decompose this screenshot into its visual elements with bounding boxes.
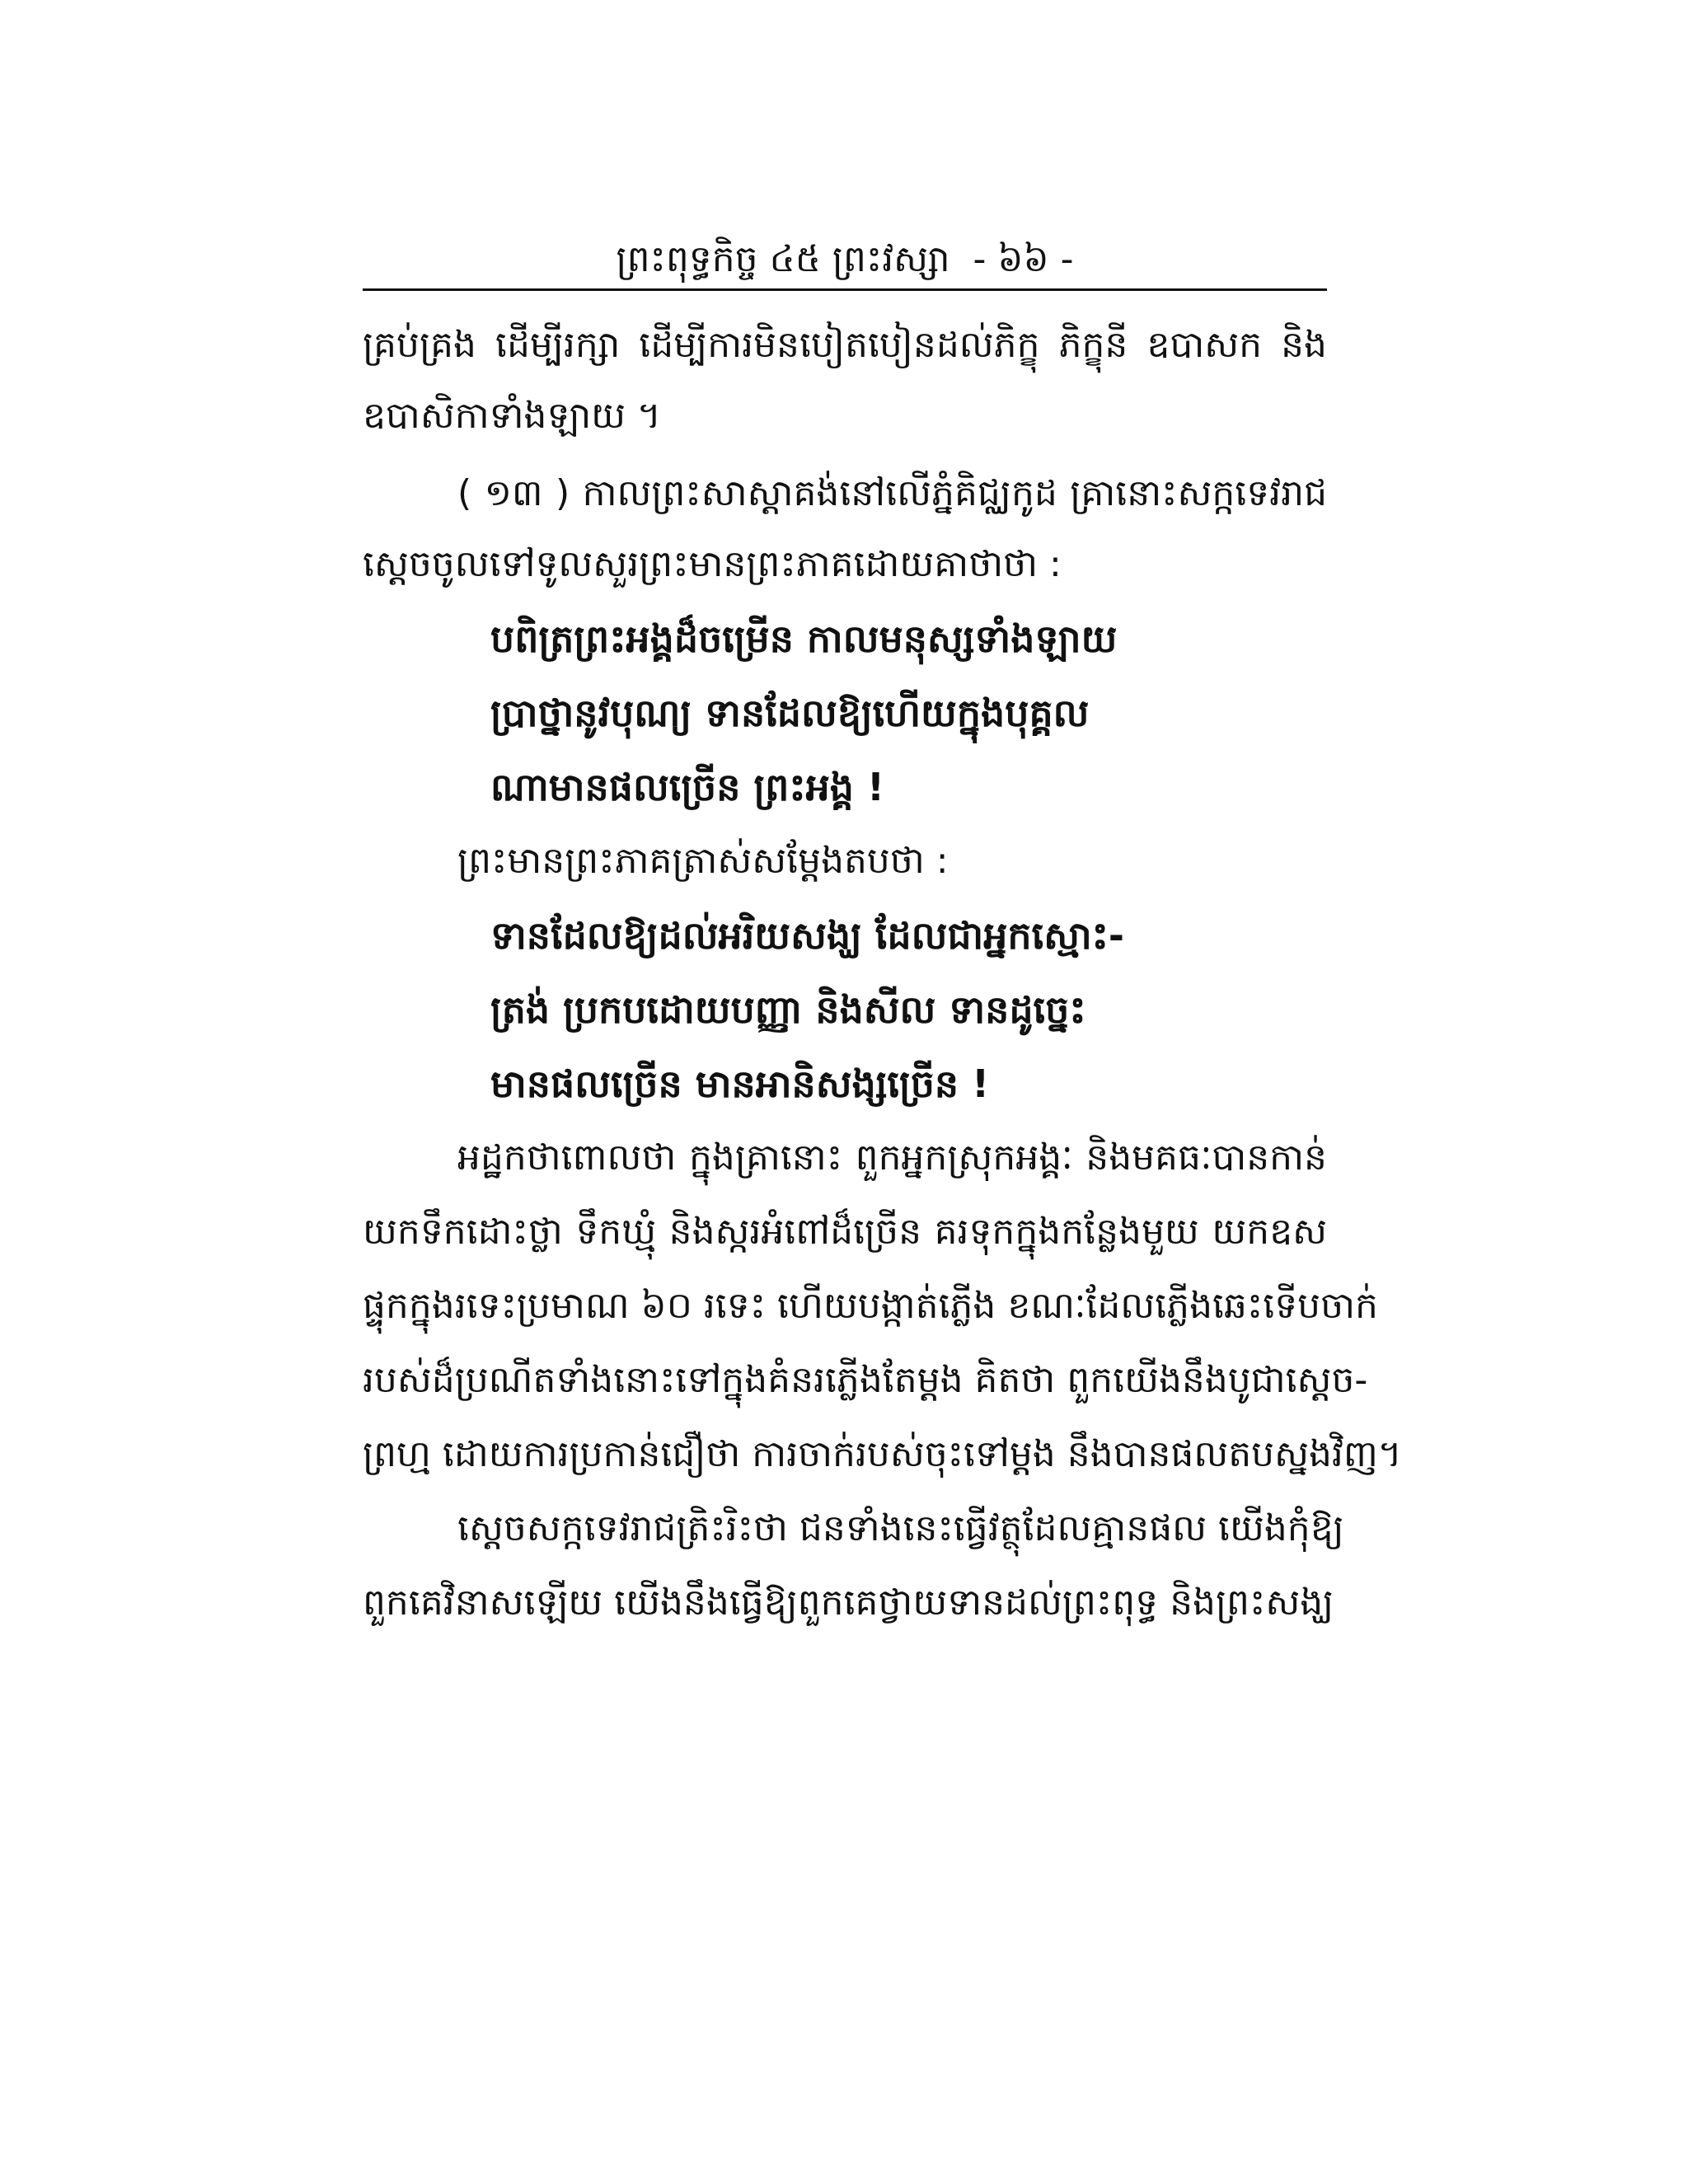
- paragraph-line: គ្រប់គ្រង ដើម្បីរក្សា ដើម្បីការមិនបៀតបៀនដល់ភិក្ខុ ភិក្ខុនី ឧបាសក និង: [363, 324, 1327, 366]
- paragraph-line: អដ្ឋកថាពោលថា ក្នុងគ្រានោះ ពួកអ្នកស្រុកអង្គៈ និងមគធៈបានកាន់: [457, 1137, 1327, 1179]
- paragraph-line: ស្ដេចសក្កទេវរាជត្រិះរិះថា ជនទាំងនេះធ្វើវត្ថុដែលគ្មានផល យើងកុំឱ្យ: [457, 1507, 1344, 1549]
- section-heading-line: ( ១៣ ) កាលព្រះសាស្តាគង់នៅលើភ្នំគិជ្ឈកូដ គ្រានោះសក្កទេវរាជ: [457, 472, 1327, 514]
- paragraph-line: យកទឹកដោះថ្លា ទឹកឃ្មុំ និងស្ករអំពៅដ៏ច្រើន គរទុកក្នុងកន្លែងមួយ យកឧស: [363, 1211, 1327, 1253]
- paragraph-line: របស់ដ៏ប្រណីតទាំងនោះទៅក្នុងគំនរភ្លើងតែម្ដង គិតថា ពួកយើងនឹងបូជាស្ដេច-: [363, 1359, 1368, 1401]
- paragraph-line: ពួកគេវិនាសឡើយ យើងនឹងធ្វើឱ្យពួកគេថ្វាយទានដល់ព្រះពុទ្ធ និងព្រះសង្ឃ: [363, 1582, 1334, 1624]
- verse-line: ត្រង់ ប្រកបដោយបញ្ញា និងសីល ទានដូច្នេះ: [490, 987, 1086, 1032]
- paragraph-line: ស្ដេចចូលទៅទូលសួរព្រះមានព្រះភាគដោយគាថាថា :: [363, 543, 1062, 585]
- reply-intro: ព្រះមានព្រះភាគត្រាស់សម្ដែងតបថា :: [457, 840, 949, 882]
- verse-line: មានផលច្រើន មានអានិសង្សច្រើន !: [490, 1062, 990, 1106]
- header-divider: [363, 288, 1327, 291]
- running-title: ព្រះពុទ្ធកិច្ច ៤៥ ព្រះវស្សា: [616, 238, 950, 280]
- running-header: [363, 235, 1327, 284]
- paragraph-line: ព្រហ្ម ដោយការប្រកាន់ជឿថា ការចាក់របស់ចុះទៅម្ដង នឹងបានផលតបស្នងវិញ។: [363, 1433, 1402, 1475]
- paragraph-line: ឧបាសិកាទាំងឡាយ ។: [363, 395, 662, 437]
- page-number: - ៦៦ -: [973, 238, 1074, 280]
- paragraph-line: ផ្ទុកក្នុងរទេះប្រមាណ ៦០ រទេះ ហើយបង្កាត់ភ្លើង ខណៈដែលភ្លើងឆេះទើបចាក់: [363, 1285, 1378, 1327]
- verse-line: បពិត្រព្រះអង្គដ៏ចម្រើន កាលមនុស្សទាំងឡាយ: [490, 616, 1118, 661]
- verse-line: ប្រាថ្នានូវបុណ្យ ទានដែលឱ្យហើយក្នុងបុគ្គល: [490, 691, 1090, 735]
- verse-line: ណាមានផលច្រើន ព្រះអង្គ !: [490, 765, 884, 809]
- verse-line: ទានដែលឱ្យដល់អរិយសង្ឃ ដែលជាអ្នកស្មោះ-: [490, 913, 1124, 958]
